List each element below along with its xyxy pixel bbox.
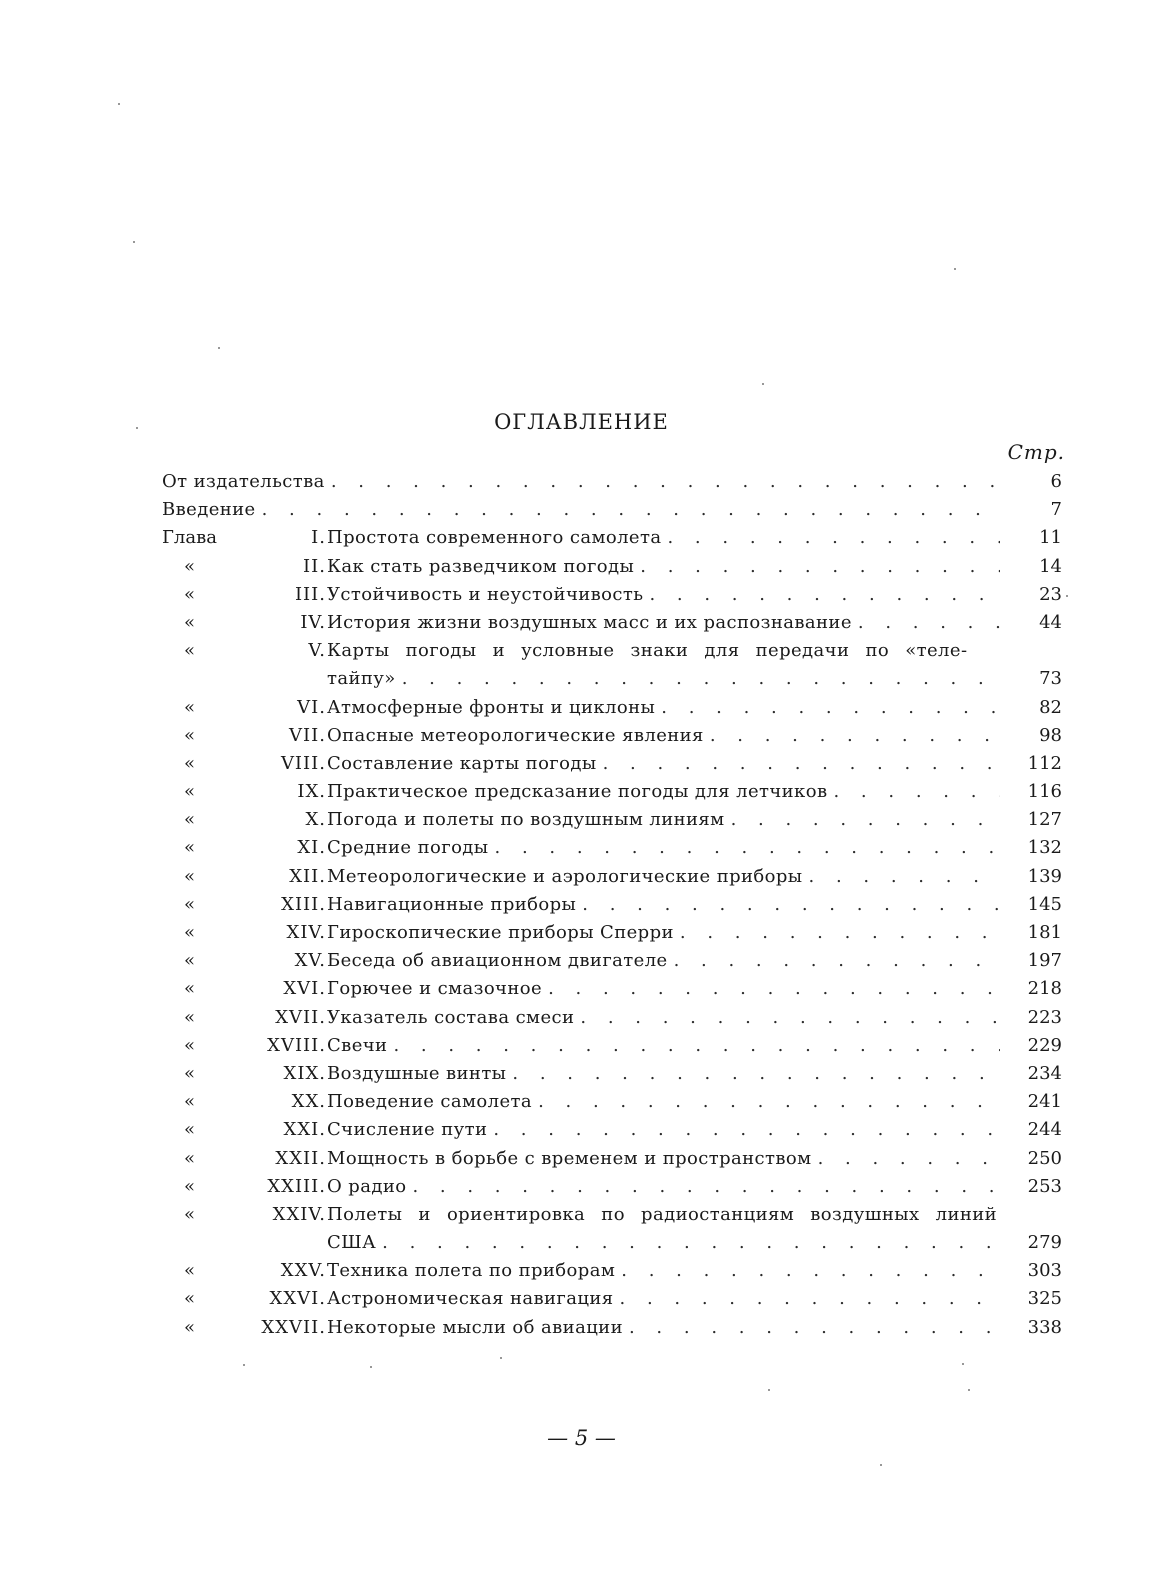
page-number: 218 — [1027, 978, 1062, 1000]
entry-body — [327, 1032, 1000, 1060]
dot-leader — [667, 524, 1000, 552]
page-number: 132 — [1027, 837, 1062, 859]
dot-leader — [674, 947, 1000, 975]
toc-entry-continuation — [162, 1229, 1062, 1257]
toc-entry — [162, 1201, 1062, 1229]
chapter-prefix: « — [184, 922, 196, 943]
scan-speck — [370, 1366, 372, 1368]
page-number: 6 — [1050, 471, 1062, 492]
scan-speck — [118, 103, 120, 105]
entry-title: Счисление пути — [327, 1119, 488, 1141]
dot-leader — [495, 834, 1000, 862]
toc-title: ОГЛАВЛЕНИЕ — [494, 410, 669, 434]
chapter-numeral: XX. — [291, 1091, 326, 1113]
scan-speck — [968, 1389, 970, 1391]
entry-title: Опасные метеорологические явления — [327, 724, 704, 746]
dot-leader — [809, 863, 1000, 891]
entry-title: История жизни воздушных масс и их распознавание — [327, 611, 852, 633]
toc-entry — [162, 609, 1062, 637]
chapter-numeral: XXV. — [280, 1260, 326, 1282]
entry-body — [327, 1116, 1000, 1144]
dot-leader — [661, 694, 1000, 722]
entry-title: Беседа об авиационном двигателе — [327, 950, 668, 972]
entry-title: О радио — [327, 1175, 407, 1197]
page-number: 145 — [1027, 893, 1062, 915]
dot-leader — [512, 1060, 1000, 1088]
entry-body — [327, 1060, 1000, 1088]
entry-body — [327, 1145, 1000, 1173]
entry-body — [327, 1004, 1000, 1032]
dot-leader — [582, 891, 1000, 919]
entry-body — [327, 581, 1000, 609]
entry-title: Поведение самолета — [327, 1091, 533, 1113]
dot-leader — [412, 1173, 1000, 1201]
entry-title: Мощность в борьбе с временем и пространством — [327, 1147, 812, 1169]
chapter-prefix: « — [184, 752, 196, 774]
toc-entry — [162, 496, 1062, 524]
chapter-prefix: « — [184, 1034, 196, 1056]
dot-leader — [731, 806, 1000, 834]
chapter-numeral: X. — [305, 809, 326, 831]
chapter-prefix: « — [184, 724, 196, 746]
dot-leader — [603, 750, 1000, 778]
chapter-numeral: XVII. — [275, 1006, 326, 1028]
toc-entry — [162, 834, 1062, 862]
page-number: 234 — [1027, 1062, 1062, 1084]
chapter-numeral: III. — [294, 583, 326, 605]
page-number: 253 — [1027, 1175, 1062, 1197]
chapter-numeral: XII. — [289, 865, 326, 887]
entry-title: Погода и полеты по воздушным линиям — [327, 809, 725, 831]
page-number: 14 — [1039, 555, 1062, 577]
page-number: 116 — [1027, 781, 1062, 803]
entry-body — [327, 1088, 1000, 1116]
entry-body — [327, 1173, 1000, 1201]
table-of-contents — [162, 468, 1062, 1342]
chapter-prefix: « — [184, 893, 196, 915]
toc-entry — [162, 806, 1062, 834]
entry-body — [327, 863, 1000, 891]
scan-speck — [768, 1389, 770, 1391]
entry-body — [162, 496, 1000, 524]
entry-body — [162, 468, 1000, 496]
chapter-numeral: VII. — [289, 724, 326, 746]
dot-leader — [858, 609, 1000, 637]
chapter-prefix: « — [184, 1260, 196, 1282]
dot-leader — [620, 1285, 1000, 1313]
toc-entry — [162, 750, 1062, 778]
toc-entry — [162, 947, 1062, 975]
chapter-prefix: « — [184, 950, 196, 972]
scan-speck — [500, 1357, 502, 1359]
scan-speck — [880, 1464, 882, 1466]
chapter-prefix: « — [184, 1203, 196, 1225]
page-number: 139 — [1027, 865, 1062, 887]
entry-title: Введение — [162, 499, 256, 521]
entry-title: Карты погоды и условные знаки для передачи по «теле- — [327, 640, 968, 662]
toc-entry — [162, 553, 1062, 581]
page-number: 82 — [1039, 696, 1062, 718]
chapter-numeral: V. — [308, 640, 326, 662]
page-column-label: Стр. — [1007, 440, 1065, 464]
chapter-prefix: « — [184, 1316, 196, 1338]
toc-entry-continuation — [162, 665, 1062, 693]
toc-entry — [162, 1314, 1062, 1342]
entry-body — [327, 1257, 1000, 1285]
entry-body — [327, 1314, 1000, 1342]
entry-title: Астрономическая навигация — [327, 1288, 614, 1310]
page-number: 23 — [1039, 583, 1062, 605]
entry-title: Устойчивость и неустойчивость — [327, 583, 644, 605]
dot-leader — [973, 637, 1062, 665]
dot-leader — [382, 1229, 1000, 1257]
toc-entry — [162, 1173, 1062, 1201]
entry-title: Техника полета по приборам — [327, 1260, 616, 1282]
toc-entry — [162, 1032, 1062, 1060]
toc-entry — [162, 1285, 1062, 1313]
scan-speck — [133, 241, 135, 243]
dot-leader — [538, 1088, 1000, 1116]
entry-body — [327, 722, 1000, 750]
page-number: 279 — [1027, 1232, 1062, 1254]
entry-title: Атмосферные фронты и циклоны — [327, 696, 656, 718]
chapter-numeral: VI. — [297, 696, 326, 718]
entry-body — [327, 778, 1000, 806]
page-number: 229 — [1027, 1034, 1062, 1056]
scan-speck — [136, 427, 138, 429]
chapter-numeral: XIV. — [286, 922, 326, 943]
dot-leader — [262, 496, 1000, 524]
page-number-footer: — 5 — — [547, 1426, 616, 1450]
toc-entry — [162, 637, 1062, 665]
chapter-prefix: « — [184, 978, 196, 1000]
chapter-numeral: XVIII. — [267, 1034, 326, 1056]
chapter-numeral: I. — [311, 527, 326, 549]
chapter-prefix: « — [184, 611, 196, 633]
dot-leader — [649, 581, 1000, 609]
chapter-prefix: « — [184, 1119, 196, 1141]
chapter-numeral: XXIV. — [272, 1203, 326, 1225]
dot-leader — [1003, 1201, 1062, 1229]
entry-body — [327, 947, 1000, 975]
chapter-numeral: XIX. — [283, 1062, 326, 1084]
entry-title: США — [327, 1232, 377, 1254]
chapter-prefix: « — [184, 1006, 196, 1028]
page-number: 98 — [1039, 724, 1062, 746]
toc-entry — [162, 1088, 1062, 1116]
chapter-numeral: XXI. — [283, 1119, 326, 1141]
chapter-prefix: « — [184, 809, 196, 831]
entry-title: Составление карты погоды — [327, 752, 597, 774]
entry-title: Горючее и смазочное — [327, 978, 543, 1000]
page-number: 181 — [1027, 922, 1062, 943]
toc-entry — [162, 1060, 1062, 1088]
chapter-numeral: IX. — [297, 781, 326, 803]
chapter-prefix: « — [184, 1091, 196, 1113]
page-number: 197 — [1027, 950, 1062, 972]
page-number: 303 — [1027, 1260, 1062, 1282]
dot-leader — [833, 778, 1000, 806]
entry-title: Свечи — [327, 1034, 388, 1056]
chapter-numeral: VIII. — [280, 752, 326, 774]
page-number: 244 — [1027, 1119, 1062, 1141]
chapter-prefix: « — [184, 837, 196, 859]
entry-body — [327, 1229, 1000, 1257]
toc-entry — [162, 524, 1062, 552]
toc-entry — [162, 468, 1062, 496]
toc-entry — [162, 975, 1062, 1003]
dot-leader — [493, 1116, 1000, 1144]
scan-speck — [962, 1363, 964, 1365]
entry-title: Практическое предсказание погоды для летчиков — [327, 781, 828, 803]
entry-body — [327, 1285, 1000, 1313]
dot-leader — [621, 1257, 1000, 1285]
chapter-numeral: XXVII. — [261, 1316, 326, 1338]
chapter-numeral: XVI. — [283, 978, 326, 1000]
scan-speck — [1066, 595, 1068, 597]
entry-title: Простота современного самолета — [327, 527, 662, 549]
scan-speck — [243, 1364, 245, 1366]
chapter-numeral: XI. — [297, 837, 326, 859]
entry-body — [327, 891, 1000, 919]
entry-body — [327, 637, 1062, 665]
entry-body — [327, 806, 1000, 834]
dot-leader — [818, 1145, 1000, 1173]
entry-body — [327, 750, 1000, 778]
dot-leader — [680, 919, 1000, 947]
entry-title: Средние погоды — [327, 837, 489, 859]
page-number: 127 — [1027, 809, 1062, 831]
chapter-prefix: « — [184, 583, 196, 605]
entry-title: тайпу» — [327, 668, 396, 690]
toc-entry — [162, 1004, 1062, 1032]
chapter-numeral: XXIII. — [267, 1175, 326, 1197]
entry-title: Полеты и ориентировка по радиостанциям воздушных линий — [327, 1203, 998, 1225]
chapter-numeral: XIII. — [281, 893, 326, 915]
entry-body — [327, 919, 1000, 947]
chapter-numeral: XV. — [294, 950, 326, 972]
entry-body — [327, 609, 1000, 637]
page-number: 11 — [1039, 527, 1062, 549]
chapter-prefix: « — [184, 696, 196, 718]
scan-speck — [218, 347, 220, 349]
toc-entry — [162, 581, 1062, 609]
entry-body — [327, 975, 1000, 1003]
toc-entry — [162, 1116, 1062, 1144]
entry-title: Воздушные винты — [327, 1062, 507, 1084]
chapter-prefix: Глава — [162, 527, 217, 549]
entry-body — [327, 694, 1000, 722]
chapter-prefix: « — [184, 781, 196, 803]
toc-entry — [162, 891, 1062, 919]
chapter-numeral: IV. — [300, 611, 326, 633]
dot-leader — [629, 1314, 1000, 1342]
chapter-prefix: « — [184, 1175, 196, 1197]
toc-entry — [162, 722, 1062, 750]
page-number: 250 — [1027, 1147, 1062, 1169]
page-number: 73 — [1039, 668, 1062, 690]
entry-title: Метеорологические и аэрологические приборы — [327, 865, 803, 887]
page-number: 223 — [1027, 1006, 1062, 1028]
entry-body — [327, 665, 1000, 693]
toc-entry — [162, 694, 1062, 722]
page-number: 7 — [1050, 499, 1062, 521]
entry-body — [327, 1201, 1062, 1229]
entry-title: Навигационные приборы — [327, 893, 577, 915]
toc-entry — [162, 778, 1062, 806]
dot-leader — [331, 468, 1000, 496]
chapter-prefix: « — [184, 1147, 196, 1169]
dot-leader — [580, 1004, 1000, 1032]
entry-title: Указатель состава смеси — [327, 1006, 575, 1028]
page-number: 325 — [1027, 1288, 1062, 1310]
toc-entry — [162, 863, 1062, 891]
chapter-prefix: « — [184, 1288, 196, 1310]
dot-leader — [640, 553, 1000, 581]
chapter-numeral: XXVI. — [269, 1288, 326, 1310]
chapter-prefix: « — [184, 640, 196, 662]
entry-body — [327, 524, 1000, 552]
dot-leader — [393, 1032, 1000, 1060]
entry-title: Как стать разведчиком погоды — [327, 555, 635, 577]
chapter-prefix: « — [184, 865, 196, 887]
chapter-numeral: XXII. — [275, 1147, 326, 1169]
page-number: 241 — [1027, 1091, 1062, 1113]
entry-title: Гироскопические приборы Сперри — [327, 922, 674, 943]
toc-entry — [162, 1257, 1062, 1285]
entry-body — [327, 834, 1000, 862]
chapter-prefix: « — [184, 1062, 196, 1084]
page-number: 44 — [1039, 611, 1062, 633]
chapter-numeral: II. — [303, 555, 326, 577]
scan-speck — [762, 383, 764, 385]
toc-entry — [162, 1145, 1062, 1173]
entry-title: Некоторые мысли об авиации — [327, 1316, 623, 1338]
scan-speck — [954, 268, 956, 270]
dot-leader — [402, 665, 1000, 693]
dot-leader — [710, 722, 1000, 750]
chapter-prefix: « — [184, 555, 196, 577]
entry-body — [327, 553, 1000, 581]
entry-title: От издательства — [162, 471, 325, 492]
dot-leader — [548, 975, 1000, 1003]
page-number: 338 — [1027, 1316, 1062, 1338]
toc-entry — [162, 919, 1062, 947]
page-number: 112 — [1027, 752, 1062, 774]
